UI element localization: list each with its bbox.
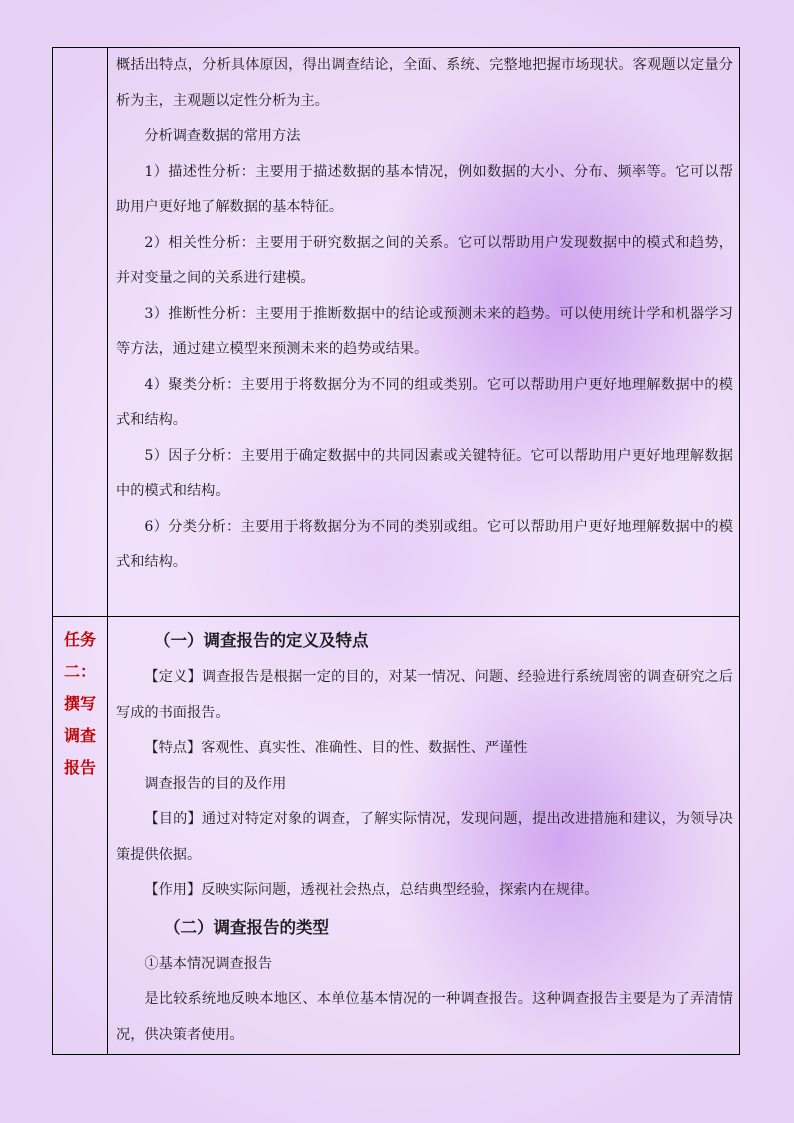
paragraph-heading: 分析调查数据的常用方法	[144, 128, 301, 144]
paragraph: 4）聚类分析：主要用于将数据分为不同的组或类别。它可以帮助用户更好地理解数据中的模式和结构。	[116, 376, 733, 428]
task-label-line: 任务	[63, 630, 96, 649]
section-report-writing	[116, 622, 733, 1053]
task-label-line: 二：	[63, 662, 96, 681]
paragraph: 概括出特点，分析具体原因，得出调查结论，全面、系统、完整地把握市场现状。客观题以定量分析为主，主观题以定性分析为主。	[116, 57, 733, 109]
task-label-line: 调查	[63, 726, 96, 745]
document-table	[52, 47, 740, 1055]
task-label	[53, 624, 107, 784]
section-heading: （一）调查报告的定义及特点	[154, 631, 369, 650]
section-analysis-methods	[116, 48, 733, 581]
paragraph: 2）相关性分析：主要用于研究数据之间的关系。它可以帮助用户发现数据中的模式和趋势，并对变量之间的关系进行建模。	[116, 234, 733, 286]
paragraph: 1）描述性分析：主要用于描述数据的基本情况，例如数据的大小、分布、频率等。它可以帮助用户更好地了解数据的基本特征。	[116, 163, 733, 215]
paragraph-purpose: 【目的】通过对特定对象的调查，了解实际情况，发现问题，提出改进措施和建议，为领导决策提供依据。	[116, 811, 733, 863]
paragraph-heading: ①基本情况调查报告	[144, 955, 273, 972]
paragraph: 是比较系统地反映本地区、本单位基本情况的一种调查报告。这种调查报告主要是为了弄清情况，供决策者使用。	[116, 991, 733, 1043]
section-heading: （二）调查报告的类型	[164, 917, 329, 937]
paragraph-definition: 【定义】调查报告是根据一定的目的，对某一情况、问题、经验进行系统周密的调查研究之后写成的书面报告。	[116, 669, 733, 721]
paragraph-features: 【特点】客观性、真实性、准确性、目的性、数据性、严谨性	[144, 740, 528, 756]
column-divider	[107, 48, 108, 1054]
paragraph-function: 【作用】反映实际问题，透视社会热点，总结典型经验，探索内在规律。	[144, 882, 599, 898]
paragraph: 5）因子分析：主要用于确定数据中的共同因素或关键特征。它可以帮助用户更好地理解数据中的模式和结构。	[116, 447, 733, 499]
paragraph: 6）分类分析：主要用于将数据分为不同的类别或组。它可以帮助用户更好地理解数据中的模式和结构。	[116, 518, 733, 570]
paragraph-heading: 调查报告的目的及作用	[144, 775, 287, 792]
paragraph: 3）推断性分析：主要用于推断数据中的结论或预测未来的趋势。可以使用统计学和机器学习等方法，通过建立模型来预测未来的趋势或结果。	[116, 305, 733, 357]
task-label-line: 报告	[63, 758, 96, 777]
task-label-line: 撰写	[63, 694, 96, 713]
row-divider	[53, 616, 739, 617]
